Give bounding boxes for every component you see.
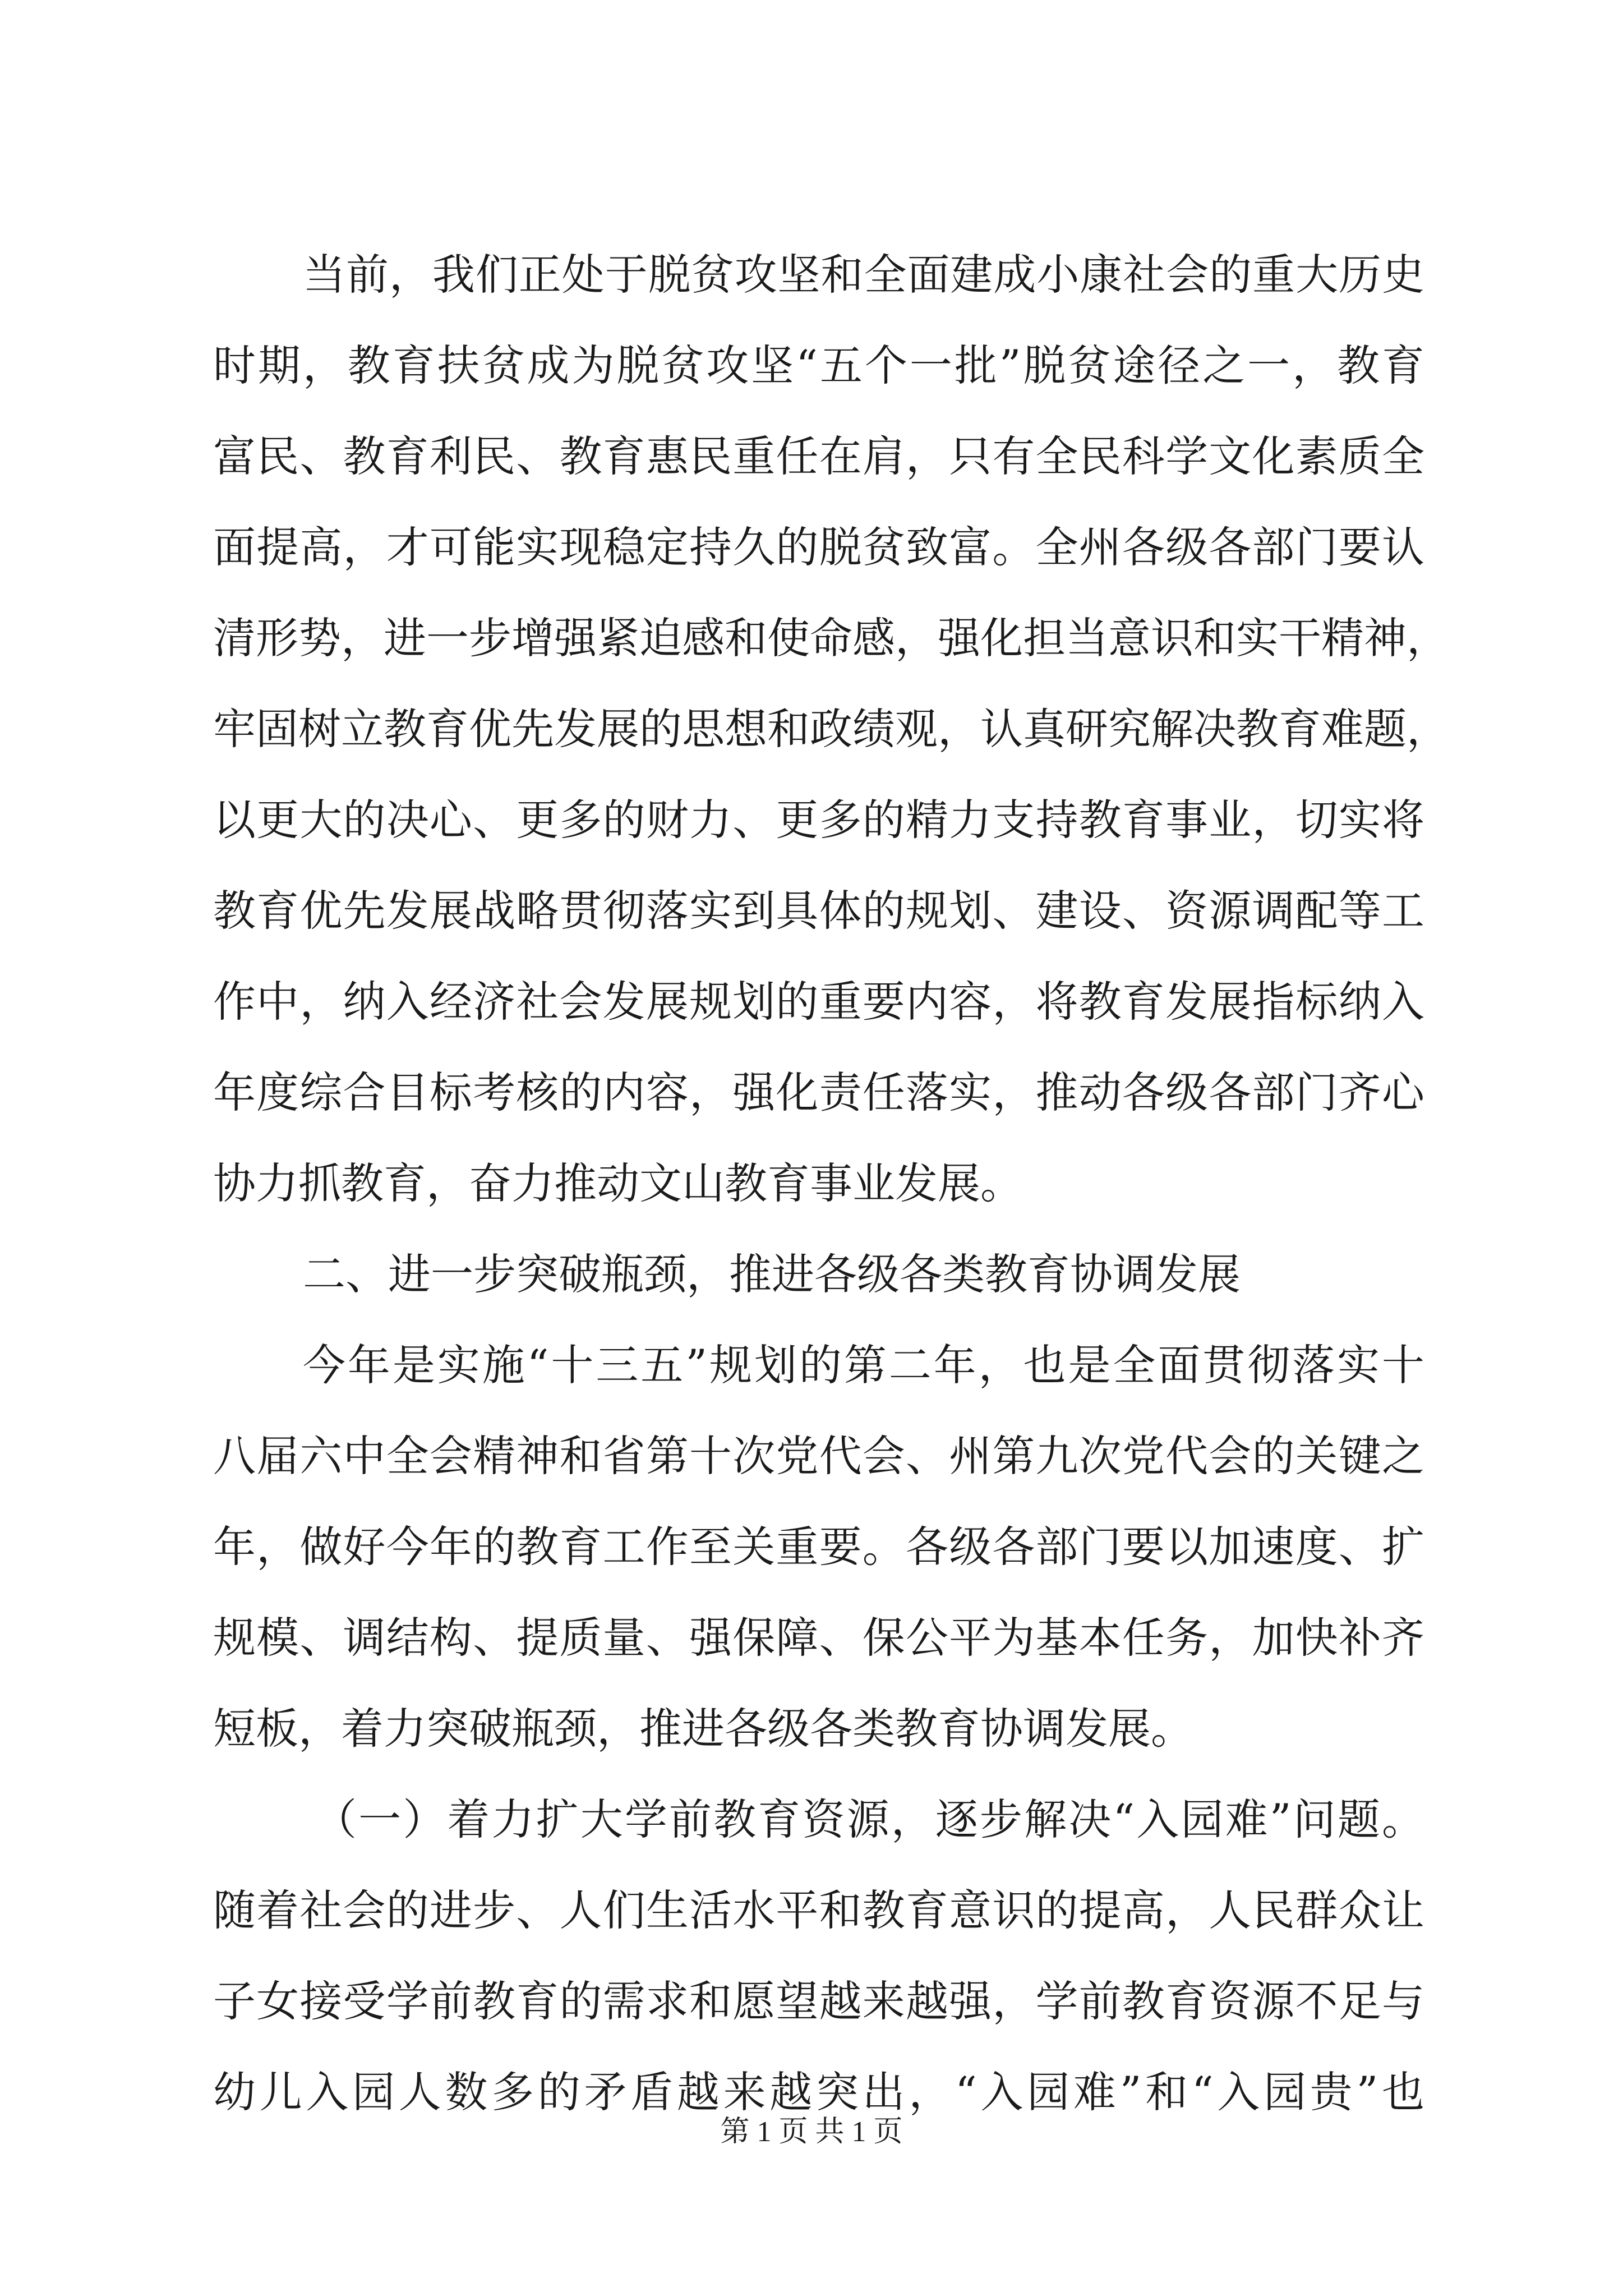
text-line: 富民、教育利民、教育惠民重任在肩，只有全民科学文化素质全 xyxy=(213,431,1424,481)
text-line: 面提高，才可能实现稳定持久的脱贫致富。全州各级各部门要认 xyxy=(213,522,1424,572)
text-line: 协力抓教育，奋力推动文山教育事业发展。 xyxy=(213,1158,1023,1208)
text-line: 以更大的决心、更多的财力、更多的精力支持教育事业，切实将 xyxy=(213,795,1424,845)
text-line: 当前，我们正处于脱贫攻坚和全面建成小康社会的重大历史 xyxy=(303,250,1424,300)
text-line: 八届六中全会精神和省第十次党代会、州第九次党代会的关键之 xyxy=(213,1431,1424,1481)
text-line: （一）着力扩大学前教育资源，逐步解决“入园难”问题。 xyxy=(314,1795,1424,1844)
text-line: 牢固树立教育优先发展的思想和政绩观，认真研究解决教育难题， xyxy=(213,704,1449,754)
text-line: 随着社会的进步、人们生活水平和教育意识的提高，人民群众让 xyxy=(213,1885,1424,1935)
text-line: 幼儿入园人数多的矛盾越来越突出，“入园难”和“入园贵”也 xyxy=(213,2067,1424,2117)
text-line: 作中，纳入经济社会发展规划的重要内容，将教育发展指标纳入 xyxy=(213,977,1424,1027)
text-line: 年度综合目标考核的内容，强化责任落实，推动各级各部门齐心 xyxy=(213,1068,1424,1117)
text-line: 短板，着力突破瓶颈，推进各级各类教育协调发展。 xyxy=(213,1704,1193,1754)
text-line: 今年是实施“十三五”规划的第二年，也是全面贯彻落实十 xyxy=(303,1340,1424,1390)
text-line: 规模、调结构、提质量、强保障、保公平为基本任务，加快补齐 xyxy=(213,1613,1424,1663)
text-line: 教育优先发展战略贯彻落实到具体的规划、建设、资源调配等工 xyxy=(213,886,1424,936)
text-line: 清形势，进一步增强紧迫感和使命感，强化担当意识和实干精神， xyxy=(213,613,1449,663)
text-line: 年，做好今年的教育工作至关重要。各级各部门要以加速度、扩 xyxy=(213,1522,1424,1572)
section-heading-text: 二、进一步突破瓶颈，推进各级各类教育协调发展 xyxy=(303,1249,1241,1299)
text-line: 子女接受学前教育的需求和愿望越来越强，学前教育资源不足与 xyxy=(213,1976,1424,2026)
text-line: 时期，教育扶贫成为脱贫攻坚“五个一批”脱贫途径之一，教育 xyxy=(213,341,1424,390)
page-footer: 第 1 页 共 1 页 xyxy=(720,2116,903,2148)
